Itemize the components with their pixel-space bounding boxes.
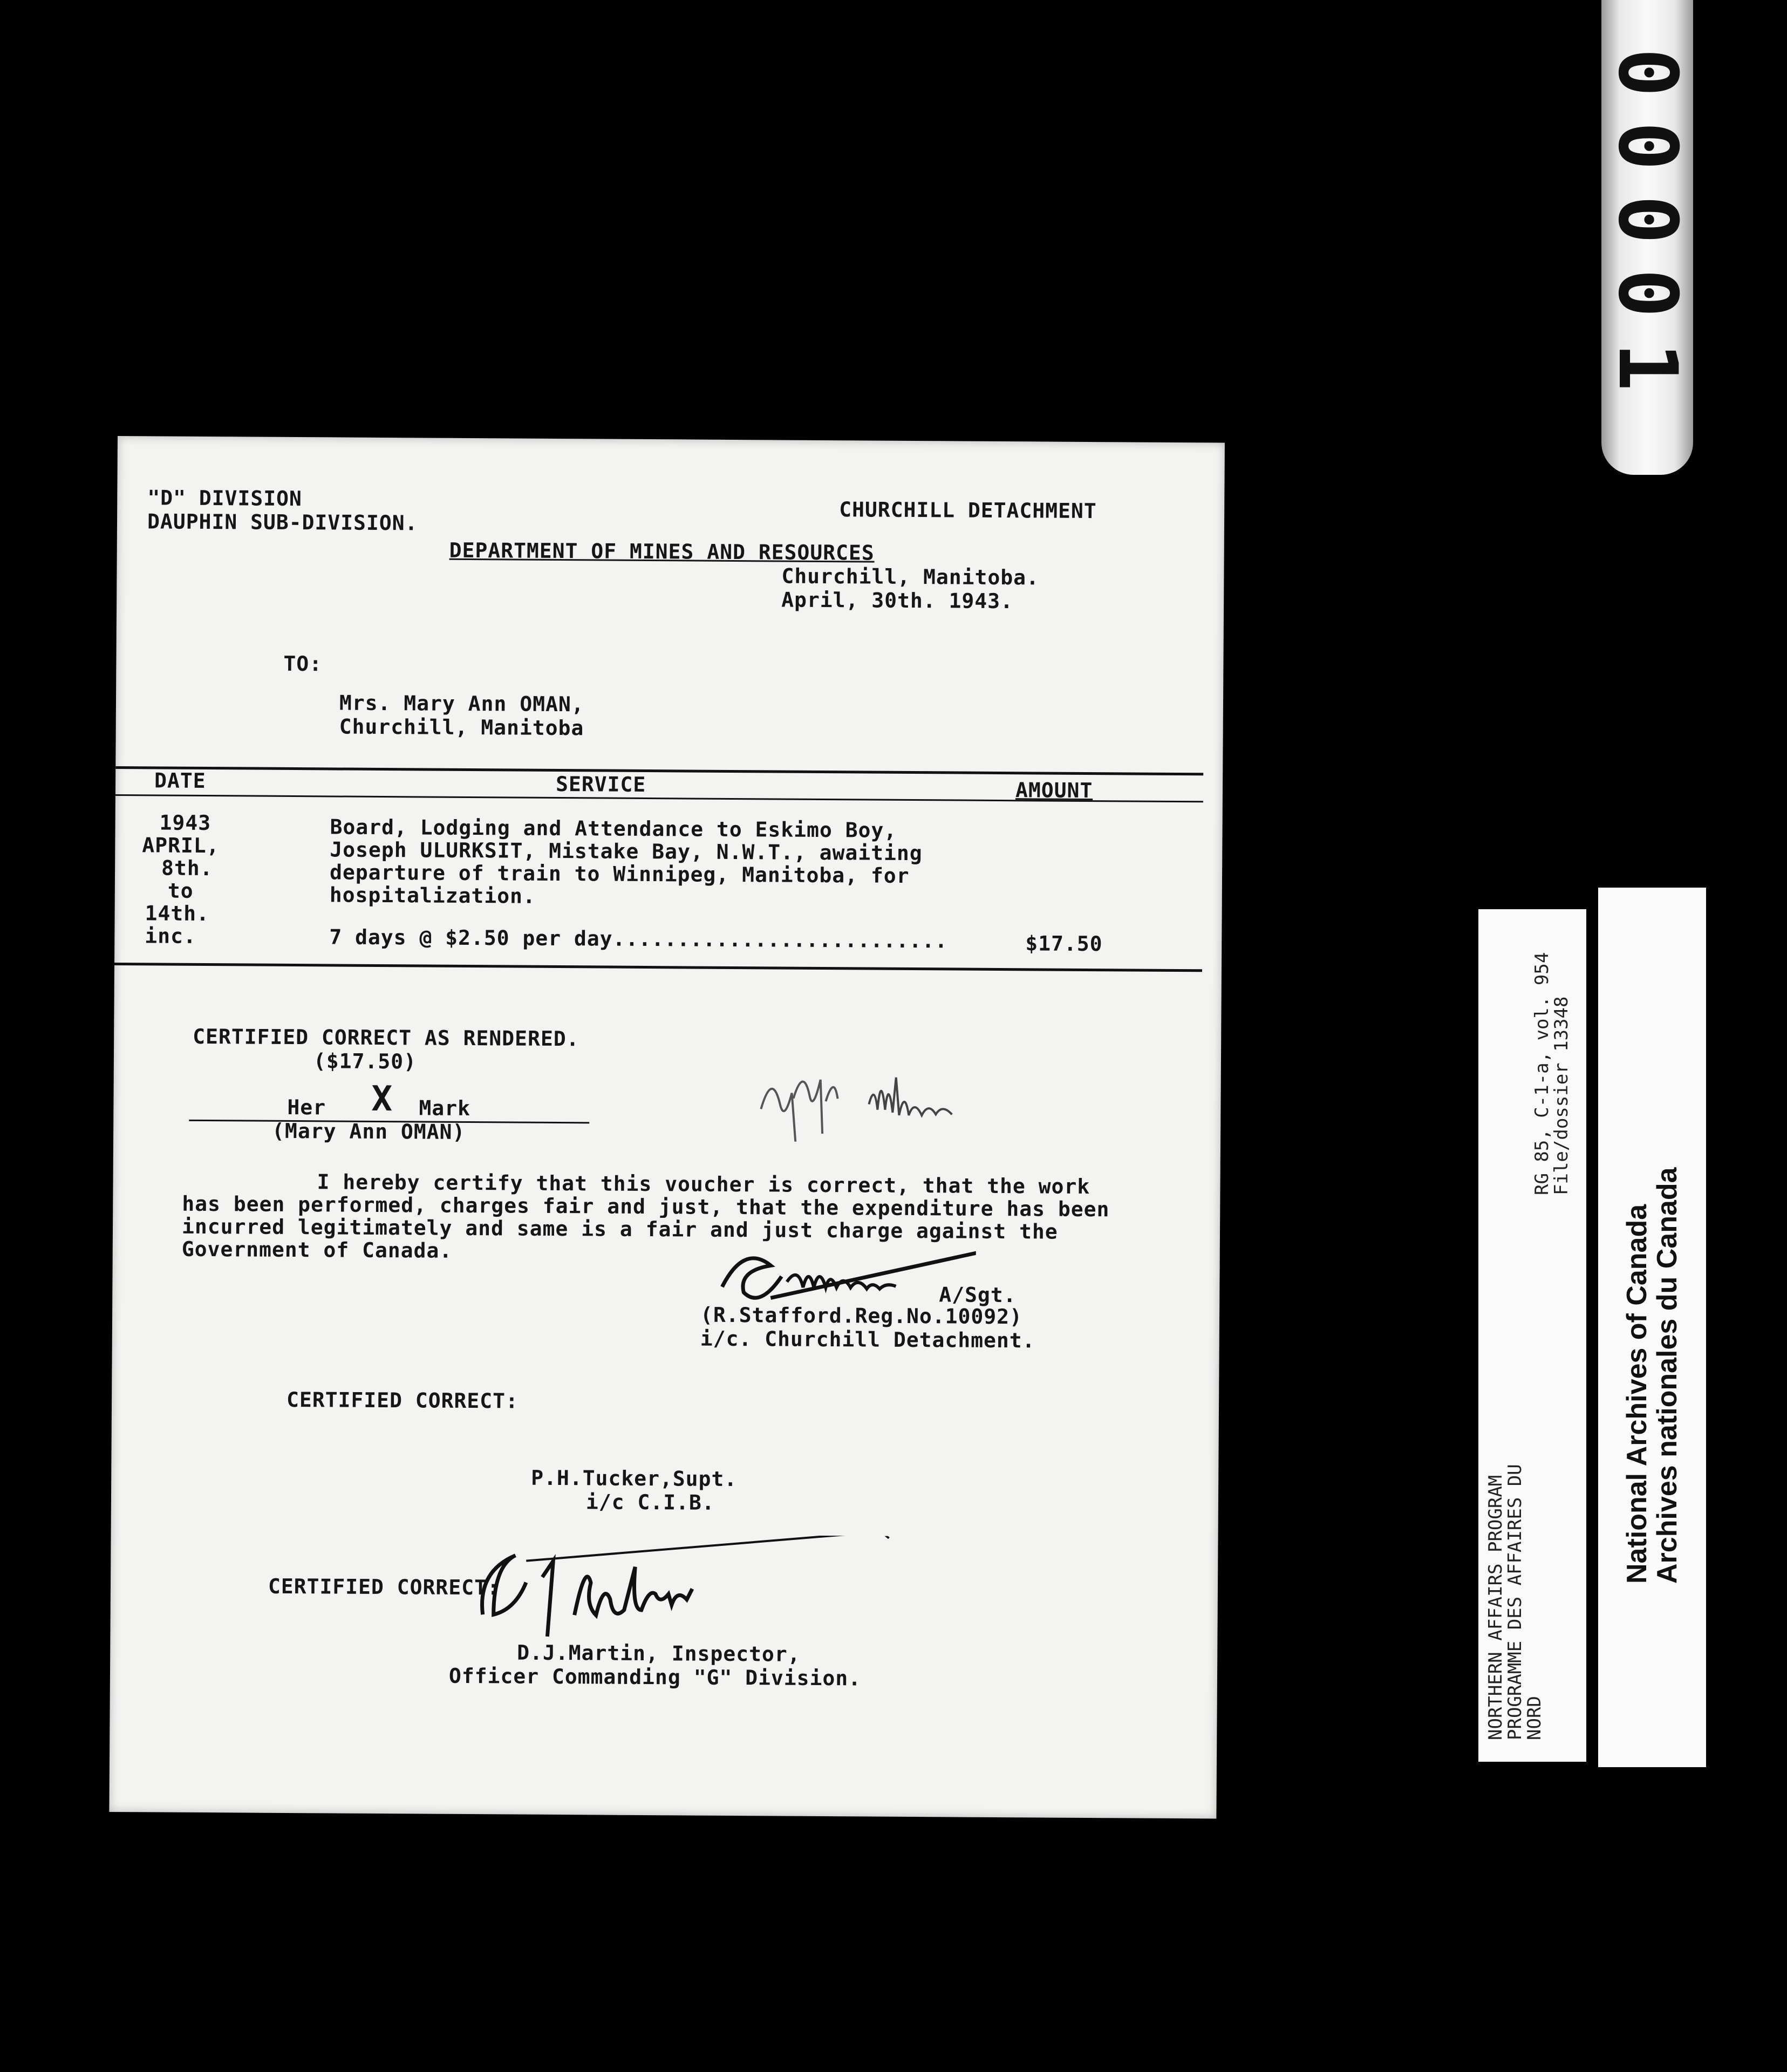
date-column-header: DATE: [154, 768, 206, 793]
certified-rendered-text: CERTIFIED CORRECT AS RENDERED.: [193, 1024, 579, 1051]
service-line: Joseph ULURKSIT, Mistake Bay, N.W.T., awaiting: [330, 837, 923, 865]
subdivision-text: DAUPHIN SUB-DIVISION.: [147, 509, 418, 535]
statement-line: Government of Canada.: [181, 1237, 453, 1263]
stafford-name: (R.Stafford.Reg.No.10092): [700, 1303, 1023, 1329]
national-archives-label: [1598, 888, 1706, 1767]
date-line: APRIL,: [142, 833, 220, 858]
place-text: Churchill, Manitoba.: [781, 564, 1040, 590]
stafford-rank: A/Sgt.: [939, 1283, 1017, 1307]
service-line: departure of train to Winnipeg, Manitoba, for: [329, 860, 910, 888]
certified-correct-label: CERTIFIED CORRECT:: [268, 1574, 500, 1600]
tucker-name: P.H.Tucker,Supt.: [531, 1466, 738, 1491]
film-number-text: 00001: [1600, 48, 1694, 416]
stafford-role: i/c. Churchill Detachment.: [700, 1326, 1035, 1353]
statement-line: incurred legitimately and same is a fair and just charge against the: [181, 1214, 1058, 1244]
addressee-address: Churchill, Manitoba: [339, 714, 584, 740]
date-line: 8th.: [161, 856, 213, 881]
table-top-rule: [115, 766, 1203, 775]
date-line: 14th.: [145, 901, 210, 926]
archive-reference-label: [1478, 909, 1586, 1762]
date-line: to: [167, 878, 194, 903]
film-frame-number: [1601, 0, 1693, 475]
service-column-header: SERVICE: [555, 772, 646, 796]
her-label: Her: [287, 1095, 326, 1120]
oman-signer: (Mary Ann OMAN): [272, 1119, 466, 1144]
amount-value: $17.50: [1025, 931, 1103, 956]
approval-handwriting: [750, 1049, 977, 1143]
service-line: hospitalization.: [329, 883, 536, 908]
statement-line: I hereby certify that this voucher is correct, that the work: [317, 1170, 1090, 1199]
martin-signature: [461, 1533, 947, 1655]
statement-line: has been performed, charges fair and just, that the expenditure has been: [182, 1191, 1110, 1222]
rg-reference: RG 85, C-1-a, vol. 954: [1531, 952, 1553, 1195]
archives-name-en: National Archives of Canada: [1621, 1204, 1653, 1584]
martin-role: Officer Commanding "G" Division.: [448, 1664, 862, 1691]
date-line: inc.: [145, 924, 196, 948]
program-line: NORTHERN AFFAIRS PROGRAM: [1485, 1475, 1506, 1740]
program-line: NORD: [1524, 1696, 1545, 1740]
program-line: PROGRAMME DES AFFAIRES DU: [1504, 1464, 1526, 1740]
detachment-text: CHURCHILL DETACHMENT: [839, 497, 1097, 523]
table-bottom-rule: [114, 963, 1202, 972]
voucher-document: [109, 436, 1225, 1818]
addressee-name: Mrs. Mary Ann OMAN,: [339, 691, 584, 717]
amount-column-header: AMOUNT: [1015, 778, 1093, 803]
to-label: TO:: [283, 651, 323, 676]
certified-amount: ($17.50): [313, 1049, 417, 1074]
tucker-role: i/c C.I.B.: [585, 1490, 715, 1515]
date-text: April, 30th. 1943.: [781, 588, 1014, 614]
service-line: Board, Lodging and Attendance to Eskimo Boy,: [330, 815, 897, 842]
file-reference: File/dossier 13348: [1551, 996, 1572, 1195]
division-text: "D" DIVISION: [147, 486, 302, 511]
date-line: 1943: [159, 810, 212, 835]
mark-label: Mark: [419, 1096, 471, 1121]
x-mark: X: [371, 1079, 393, 1120]
rate-line: 7 days @ $2.50 per day..........................: [329, 925, 948, 953]
archives-name-fr: Archives nationales du Canada: [1652, 1167, 1683, 1584]
certified-correct-label: CERTIFIED CORRECT:: [286, 1387, 519, 1413]
department-title: DEPARTMENT OF MINES AND RESOURCES: [449, 538, 875, 565]
martin-name: D.J.Martin, Inspector,: [517, 1640, 801, 1666]
